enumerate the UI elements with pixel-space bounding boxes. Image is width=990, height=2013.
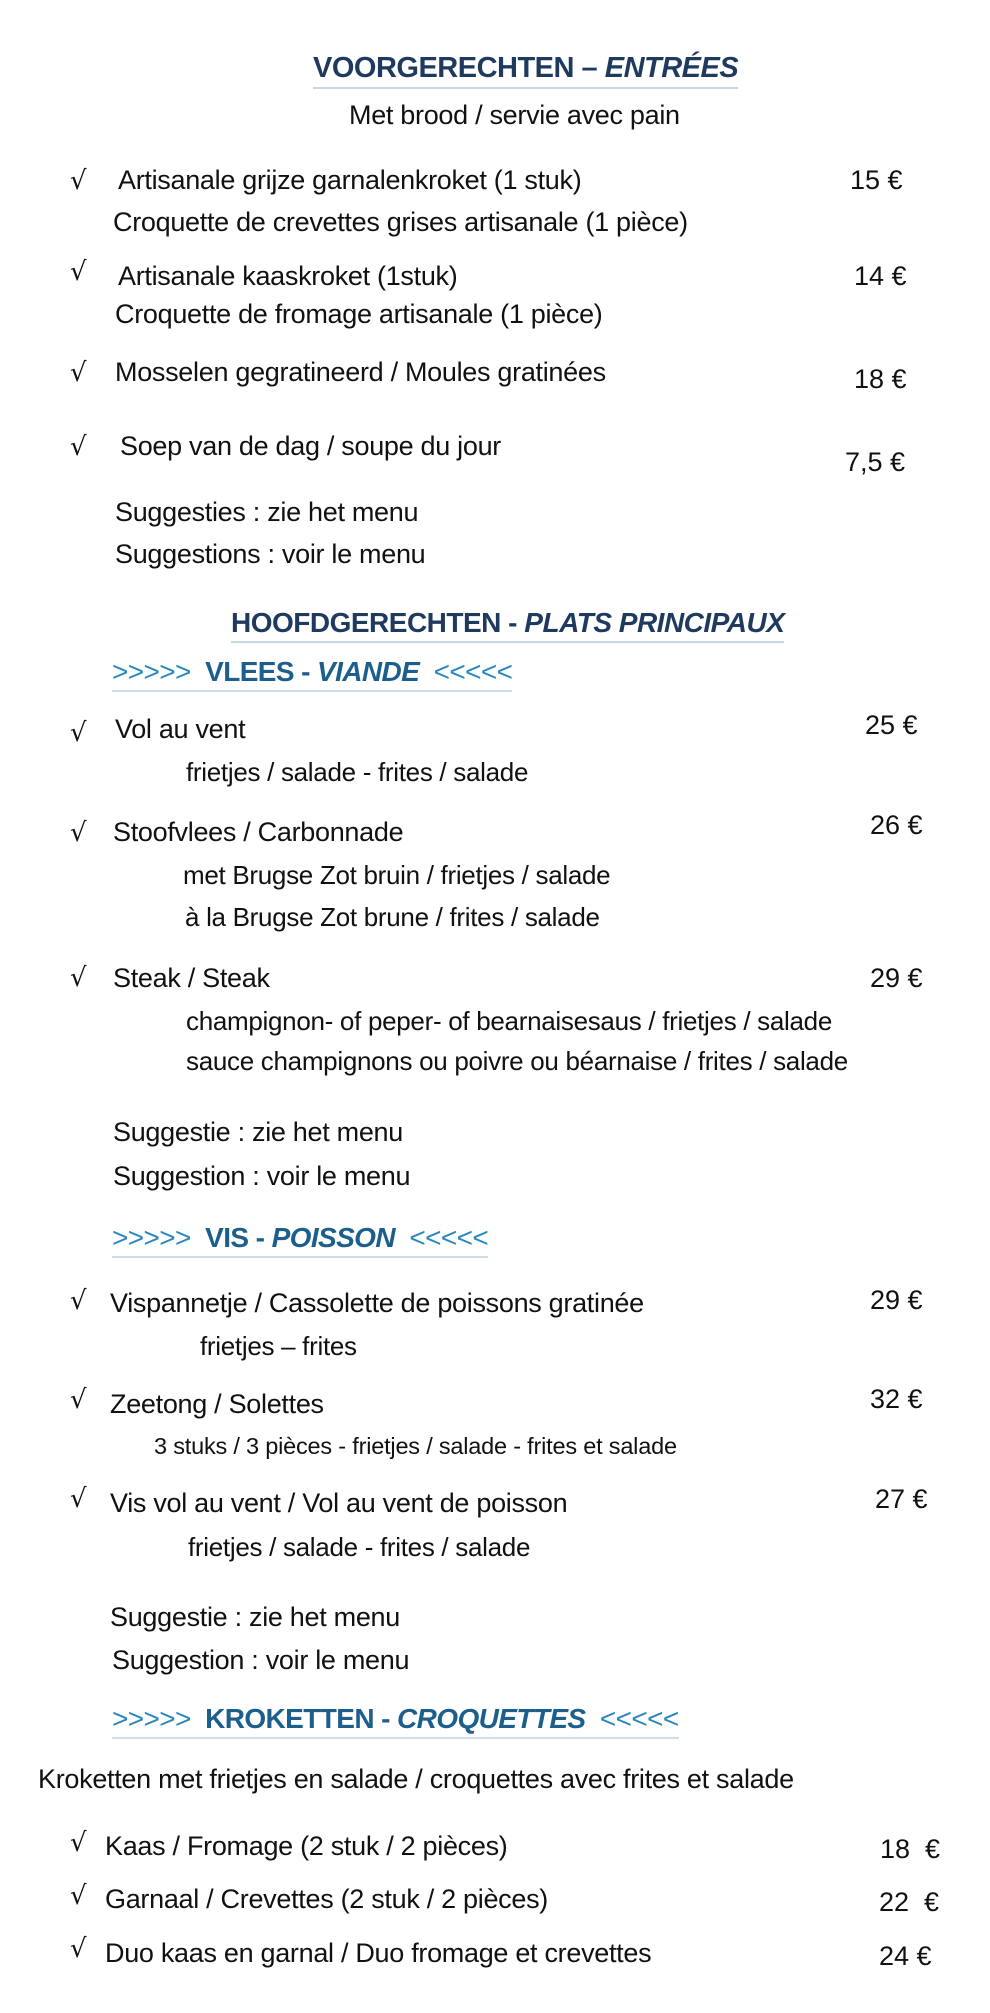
check-icon: √	[70, 1934, 87, 1964]
subsection-heading-fish	[112, 1222, 488, 1258]
suggestion-fr: Suggestion : voir le menu	[112, 1645, 410, 1675]
item-price: 29 €	[870, 1285, 923, 1315]
suggestion-fr: Suggestions : voir le menu	[115, 539, 426, 569]
item-name: Soep van de dag / soupe du jour	[120, 431, 502, 461]
subsection-heading-meat	[112, 656, 512, 692]
check-icon: √	[70, 963, 87, 993]
check-icon: √	[70, 358, 87, 388]
heading-separator: -	[293, 656, 318, 687]
heading-nl: HOOFDGERECHTEN	[231, 607, 501, 638]
heading-fr: ENTRÉES	[604, 52, 739, 84]
check-icon: √	[70, 1484, 87, 1514]
check-icon: √	[70, 818, 87, 848]
arrows-right-icon: >>>>>	[112, 1703, 191, 1734]
item-name-fr: Croquette de crevettes grises artisanale (1 pièce)	[113, 207, 688, 237]
heading-separator: -	[500, 607, 525, 638]
item-name: Vispannetje / Cassolette de poissons gratinée	[110, 1288, 644, 1318]
croquettes-intro: Kroketten met frietjes en salade / croquettes avec frites et salade	[38, 1764, 794, 1794]
item-description: à la Brugse Zot brune / frites / salade	[185, 902, 600, 932]
heading-separator: –	[573, 52, 605, 84]
heading-nl: KROKETTEN	[205, 1703, 374, 1734]
suggestion-nl: Suggestie : zie het menu	[110, 1602, 400, 1632]
item-price: 22 €	[879, 1887, 940, 1917]
heading-fr: PLATS PRINCIPAUX	[524, 607, 785, 638]
heading-separator: -	[248, 1222, 272, 1253]
item-description: met Brugse Zot bruin / frietjes / salade	[183, 860, 611, 890]
item-price: 7,5 €	[845, 447, 906, 477]
check-icon: √	[70, 1881, 87, 1911]
item-name: Artisanale grijze garnalenkroket (1 stuk)	[118, 165, 582, 195]
check-icon: √	[70, 432, 87, 462]
heading-fr: POISSON	[271, 1222, 395, 1253]
heading-fr: VIANDE	[317, 656, 420, 687]
item-price: 25 €	[865, 710, 918, 740]
item-price: 26 €	[870, 810, 923, 840]
item-name: Kaas / Fromage (2 stuk / 2 pièces)	[105, 1831, 508, 1861]
item-name: Stoofvlees / Carbonnade	[113, 817, 404, 847]
heading-separator: -	[373, 1703, 398, 1734]
item-name: Steak / Steak	[113, 963, 270, 993]
section-heading-starters	[313, 52, 738, 89]
arrows-right-icon: >>>>>	[112, 656, 191, 687]
heading-nl: VIS	[205, 1222, 249, 1253]
suggestion-nl: Suggesties : zie het menu	[115, 497, 419, 527]
item-description: 3 stuks / 3 pièces - frietjes / salade - frites et salade	[154, 1433, 677, 1459]
arrows-left-icon: <<<<<	[599, 1703, 679, 1734]
check-icon: √	[70, 257, 87, 287]
item-description: champignon- of peper- of bearnaisesaus / frietjes / salade	[186, 1006, 832, 1036]
item-description: sauce champignons ou poivre ou béarnaise / frites / salade	[186, 1046, 848, 1076]
item-name-fr: Croquette de fromage artisanale (1 pièce)	[115, 299, 603, 329]
item-description: frietjes / salade - frites / salade	[186, 757, 529, 787]
item-name: Garnaal / Crevettes (2 stuk / 2 pièces)	[105, 1884, 548, 1914]
suggestion-nl: Suggestie : zie het menu	[113, 1117, 403, 1147]
arrows-left-icon: <<<<<	[433, 656, 513, 687]
check-icon: √	[70, 718, 87, 748]
item-description: frietjes / salade - frites / salade	[188, 1532, 531, 1562]
item-price: 18 €	[880, 1834, 941, 1864]
check-icon: √	[70, 1828, 87, 1858]
section-heading-mains	[231, 607, 784, 643]
item-price: 15 €	[850, 165, 903, 195]
item-price: 14 €	[854, 261, 907, 291]
suggestion-fr: Suggestion : voir le menu	[113, 1161, 411, 1191]
item-name: Duo kaas en garnal / Duo fromage et crevettes	[105, 1938, 652, 1968]
heading-nl: VOORGERECHTEN	[313, 52, 574, 84]
item-name: Zeetong / Solettes	[110, 1389, 324, 1419]
item-price: 27 €	[875, 1484, 928, 1514]
item-name: Vol au vent	[115, 714, 246, 744]
arrows-left-icon: <<<<<	[409, 1222, 489, 1253]
item-description: frietjes – frites	[200, 1331, 357, 1361]
arrows-right-icon: >>>>>	[112, 1222, 191, 1253]
item-name: Vis vol au vent / Vol au vent de poisson	[110, 1488, 568, 1518]
item-name: Mosselen gegratineerd / Moules gratinées	[115, 357, 606, 387]
item-name: Artisanale kaaskroket (1stuk)	[118, 261, 458, 291]
heading-nl: VLEES	[205, 656, 294, 687]
check-icon: √	[70, 1385, 87, 1415]
item-price: 29 €	[870, 963, 923, 993]
item-price: 32 €	[870, 1384, 923, 1414]
item-price: 18 €	[854, 364, 907, 394]
starters-subtitle: Met brood / servie avec pain	[349, 100, 680, 130]
item-price: 24 €	[879, 1941, 932, 1971]
check-icon: √	[70, 1286, 87, 1316]
subsection-heading-croquettes	[112, 1703, 679, 1739]
check-icon: √	[70, 166, 87, 196]
heading-fr: CROQUETTES	[397, 1703, 586, 1734]
